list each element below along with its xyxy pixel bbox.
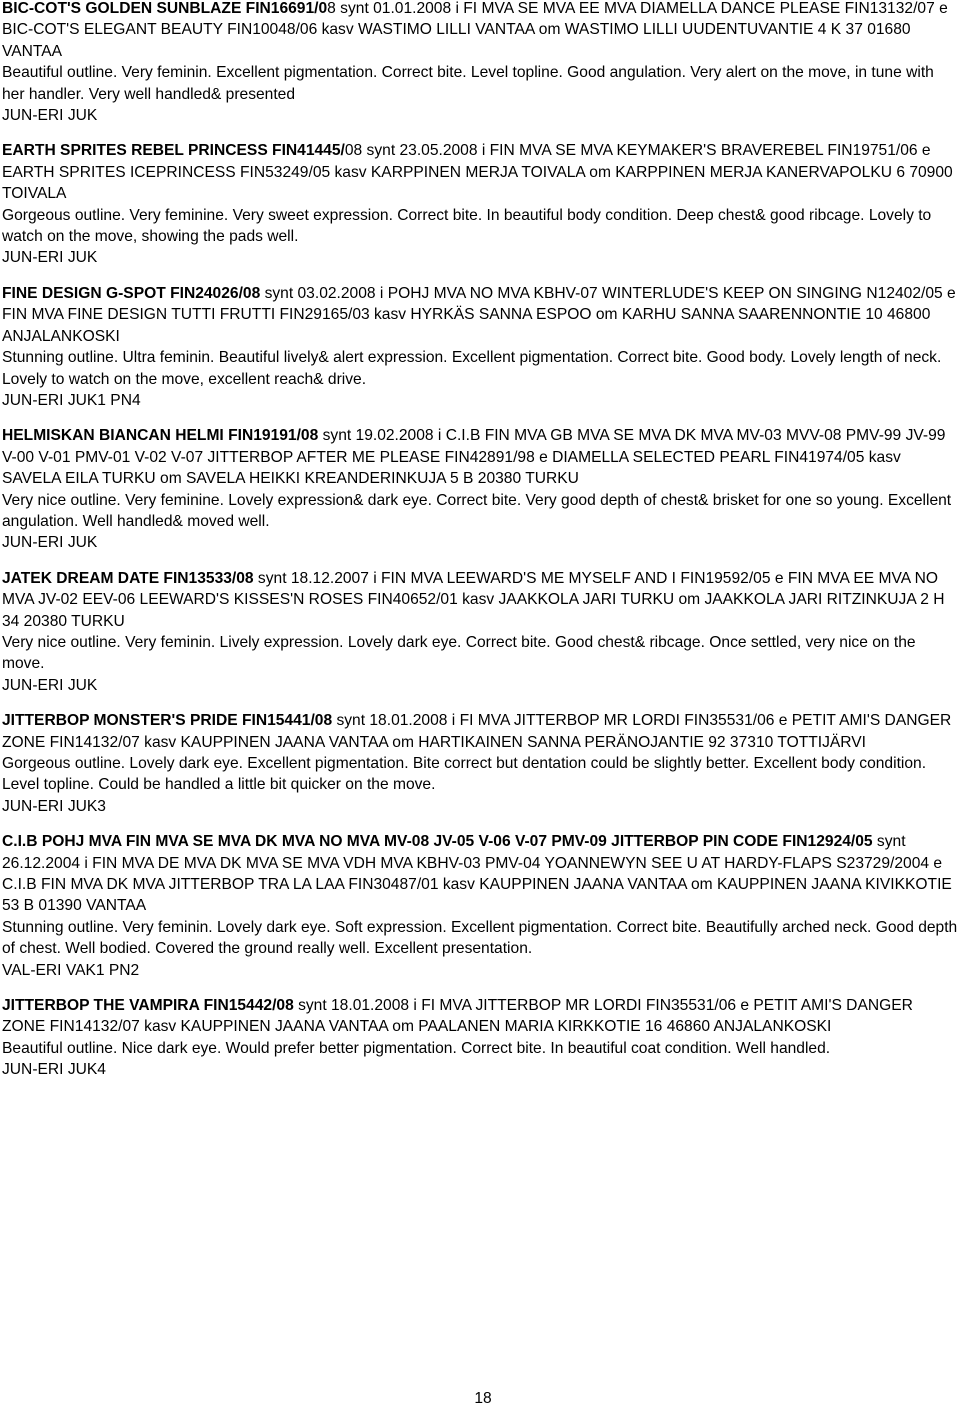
- dog-name: JATEK DREAM DATE FIN13533/08: [2, 569, 254, 587]
- dog-entry: [2, 831, 958, 981]
- judge-critique: Stunning outline. Ultra feminin. Beautiful lively& alert expression. Excellent pigmentation. Correct bite. Good body. Lovely length of neck. Lovely to watch on the move, excellent reach& drive.: [2, 349, 942, 388]
- award-result: JUN-ERI JUK3: [2, 797, 106, 815]
- dog-name: HELMISKAN BIANCAN HELMI FIN19191/08: [2, 427, 319, 445]
- dog-name: EARTH SPRITES REBEL PRINCESS FIN41445/: [2, 142, 345, 160]
- dog-entry: [2, 568, 958, 696]
- entry-header: [2, 140, 958, 204]
- award-result: JUN-ERI JUK: [2, 676, 98, 694]
- dog-entry: [2, 0, 958, 126]
- entry-header: [2, 995, 958, 1038]
- judge-critique: Beautiful outline. Nice dark eye. Would prefer better pigmentation. Correct bite. In beautiful coat condition. Well handled.: [2, 1039, 831, 1057]
- entry-header: [2, 831, 958, 917]
- award-result: JUN-ERI JUK4: [2, 1061, 106, 1079]
- judge-critique: Gorgeous outline. Very feminine. Very sweet expression. Correct bite. In beautiful body condition. Deep chest& good ribcage. Lovely to watch on the move, showing the pads well.: [2, 206, 932, 246]
- dog-pedigree: synt 19.02.2008 i C.I.B FIN MVA GB MVA SE MVA DK MVA MV-03 MVV-08 PMV-99 JV-99 V-00 V-01 PMV-01 V-02 V-07 JITTERBOP AFTER ME PLEASE FIN42891/98 e DIAMELLA SELECTED PEARL FIN41974/05 kasv SAVELA EILA TURKU om SAVELA HEIKKI KREANDERINKUJA 5 B 20380 TURKU: [2, 427, 946, 488]
- dog-pedigree: synt 03.02.2008 i POHJ MVA NO MVA KBHV-07 WINTERLUDE'S KEEP ON SINGING N12402/05 e FIN MVA FINE DESIGN TUTTI FRUTTI FIN29165/03 kasv HYRKÄS SANNA ESPOO om KARHU SANNA SAARENNONTIE 10 46800 ANJALANKOSKI: [2, 284, 956, 345]
- award-result: JUN-ERI JUK: [2, 249, 98, 267]
- entry-header: [2, 0, 958, 62]
- dog-pedigree: synt 18.12.2007 i FIN MVA LEEWARD'S ME MYSELF AND I FIN19592/05 e FIN MVA EE MVA NO MVA JV-02 EEV-06 LEEWARD'S KISSES'N ROSES FIN40652/01 kasv JAAKKOLA JARI TURKU om JAAKKOLA JARI RITZINKUJA 2 H 34 20380 TURKU: [2, 569, 945, 630]
- dog-name: C.I.B POHJ MVA FIN MVA SE MVA DK MVA NO MVA MV-08 JV-05 V-06 V-07 PMV-09 JITTERBOP PIN CODE FIN12924/05: [2, 833, 873, 851]
- show-results-text: [2, 0, 958, 1095]
- award-result: JUN-ERI JUK: [2, 107, 98, 125]
- dog-pedigree: synt 18.01.2008 i FI MVA JITTERBOP MR LORDI FIN35531/06 e PETIT AMI'S DANGER ZONE FIN14132/07 kasv KAUPPINEN JAANA VANTAA om PAALANEN MARIA KIRKKOTIE 16 46860 ANJALANKOSKI: [2, 997, 913, 1036]
- entry-header: [2, 568, 958, 632]
- award-result: JUN-ERI JUK1 PN4: [2, 391, 141, 409]
- page-number: 18: [474, 1390, 492, 1407]
- dog-entry: [2, 710, 958, 817]
- dog-entry: [2, 425, 958, 553]
- entry-header: [2, 283, 958, 347]
- judge-critique: Gorgeous outline. Lovely dark eye. Excellent pigmentation. Bite correct but dentation could be slightly better. Excellent body condition. Level topline. Could be handled a little bit quicker on the move.: [2, 755, 927, 794]
- dog-entry: [2, 283, 958, 411]
- award-result: JUN-ERI JUK: [2, 534, 98, 552]
- dog-entry: [2, 140, 958, 268]
- dog-name: JITTERBOP THE VAMPIRA FIN15442/08: [2, 997, 294, 1015]
- dog-name: BIC-COT'S GOLDEN SUNBLAZE FIN16691/0: [2, 0, 328, 17]
- dog-pedigree: synt 26.12.2004 i FIN MVA DE MVA DK MVA SE MVA VDH MVA KBHV-03 PMV-04 YOANNEWYN SEE U AT HARDY-FLAPS S23729/2004 e C.I.B FIN MVA DK MVA JITTERBOP TRA LA LAA FIN30487/01 kasv KAUPPINEN JAANA VANTAA om KAUPPINEN JAANA KIVIKKOTIE 53 B 01390 VANTAA: [2, 833, 952, 915]
- judge-critique: Very nice outline. Very feminin. Lively expression. Lovely dark eye. Correct bite. Good chest& ribcage. Once settled, very nice on the move.: [2, 633, 916, 673]
- award-result: VAL-ERI VAK1 PN2: [2, 961, 140, 979]
- dog-entry: [2, 995, 958, 1081]
- judge-critique: Very nice outline. Very feminine. Lovely expression& dark eye. Correct bite. Very good depth of chest& brisket for one so young. Excellent angulation. Well handled& moved well.: [2, 491, 952, 530]
- entry-header: [2, 425, 958, 489]
- judge-critique: Beautiful outline. Very feminin. Excellent pigmentation. Correct bite. Level topline. Good angulation. Very alert on the move, in tune with her handler. Very well handled& presented: [2, 64, 934, 103]
- dog-pedigree: 8 synt 01.01.2008 i FI MVA SE MVA EE MVA DIAMELLA DANCE PLEASE FIN13132/07 e BIC-COT'S ELEGANT BEAUTY FIN10048/06 kasv WASTIMO LILLI VANTAA om WASTIMO LILLI UUDENTUVANTIE 4 K 37 01680 VANTAA: [2, 0, 948, 60]
- dog-pedigree: synt 18.01.2008 i FI MVA JITTERBOP MR LORDI FIN35531/06 e PETIT AMI'S DANGER ZONE FIN14132/07 kasv KAUPPINEN JAANA VANTAA om HARTIKAINEN SANNA PERÄNOJANTIE 92 37310 TOTTIJÄRVI: [2, 712, 952, 751]
- judge-critique: Stunning outline. Very feminin. Lovely dark eye. Soft expression. Excellent pigmentation. Correct bite. Beautifully arched neck. Good depth of chest. Well bodied. Covered the ground really well. Excellent presentation.: [2, 918, 958, 958]
- dog-pedigree: 08 synt 23.05.2008 i FIN MVA SE MVA KEYMAKER'S BRAVEREBEL FIN19751/06 e EARTH SPRITES ICEPRINCESS FIN53249/05 kasv KARPPINEN MERJA TOIVALA om KARPPINEN MERJA KANERVAPOLKU 6 70900 TOIVALA: [2, 142, 953, 203]
- dog-name: JITTERBOP MONSTER'S PRIDE FIN15441/08: [2, 712, 333, 730]
- dog-name: FINE DESIGN G-SPOT FIN24026/08: [2, 284, 261, 302]
- entry-header: [2, 710, 958, 753]
